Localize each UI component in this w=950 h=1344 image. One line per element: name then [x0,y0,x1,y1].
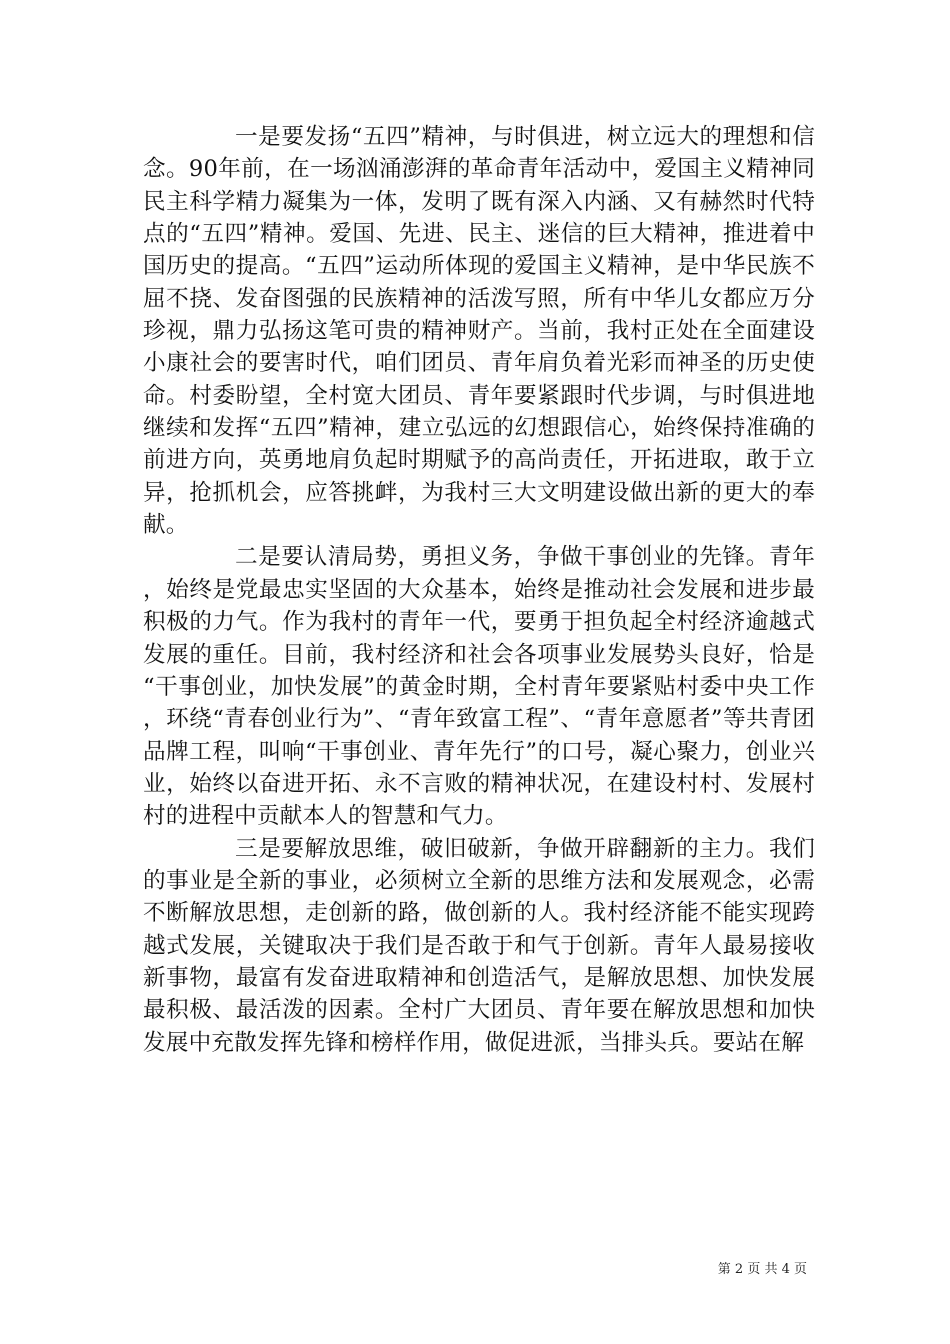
page-number-footer: 第 2 页 共 4 页 [717,1262,807,1277]
paragraph-3: 三是要解放思维，破旧破新，争做开辟翻新的主力。我们的事业是全新的事业，必须树立全新的思维方法和发展观念，必需不断解放思想，走创新的路，做创新的人。我村经济能不能实现跨越式发展，关键取决于我们是否敢于和气于创新。青年人最易接收新事物，最富有发奋进取精神和创造活气，是解放思想、加快发展最积极、最活泼的因素。全村广大团员、青年要在解放思想和加快发展中充散发挥先锋和榜样作用，做促进派，当排头兵。要站在解 [143,835,815,1056]
paragraph-1: 一是要发扬“五四”精神，与时俱进，树立远大的理想和信念。90年前，在一场汹涌澎湃的革命青年活动中，爱国主义精神同民主科学精力凝集为一体，发明了既有深入内涵、又有赫然时代特点的“五四”精神。爱国、先进、民主、迷信的巨大精神，推进着中国历史的提高。“五四”运动所体现的爱国主义精神，是中华民族不屈不挠、发奋图强的民族精神的活泼写照，所有中华儿女都应万分珍视，鼎力弘扬这笔可贵的精神财产。当前，我村正处在全面建设小康社会的要害时代，咱们团员、青年肩负着光彩而神圣的历史使命。村委盼望，全村宽大团员、青年要紧跟时代步调，与时俱进地继续和发挥“五四”精神，建立弘远的幻想跟信心，始终保持准确的前进方向，英勇地肩负起时期赋予的高尚责任，开拓进取，敢于立异，抢抓机会，应答挑衅，为我村三大文明建设做出新的更大的奉献。 [143,124,815,539]
paragraph-2: 二是要认清局势，勇担义务，争做干事创业的先锋。青年，始终是党最忠实坚固的大众基本，始终是推动社会发展和进步最积极的力气。作为我村的青年一代，要勇于担负起全村经济逾越式发展的重任。目前，我村经济和社会各项事业发展势头良好，恰是“干事创业，加快发展”的黄金时期，全村青年要紧贴村委中央工作，环绕“青春创业行为”、“青年致富工程”、“青年意愿者”等共青团品牌工程，叫响“干事创业、青年先行”的口号，凝心聚力，创业兴业，始终以奋进开拓、永不言败的精神状况，在建设村村、发展村村的进程中贡献本人的智慧和气力。 [143,544,815,830]
body-text [143,121,815,1059]
